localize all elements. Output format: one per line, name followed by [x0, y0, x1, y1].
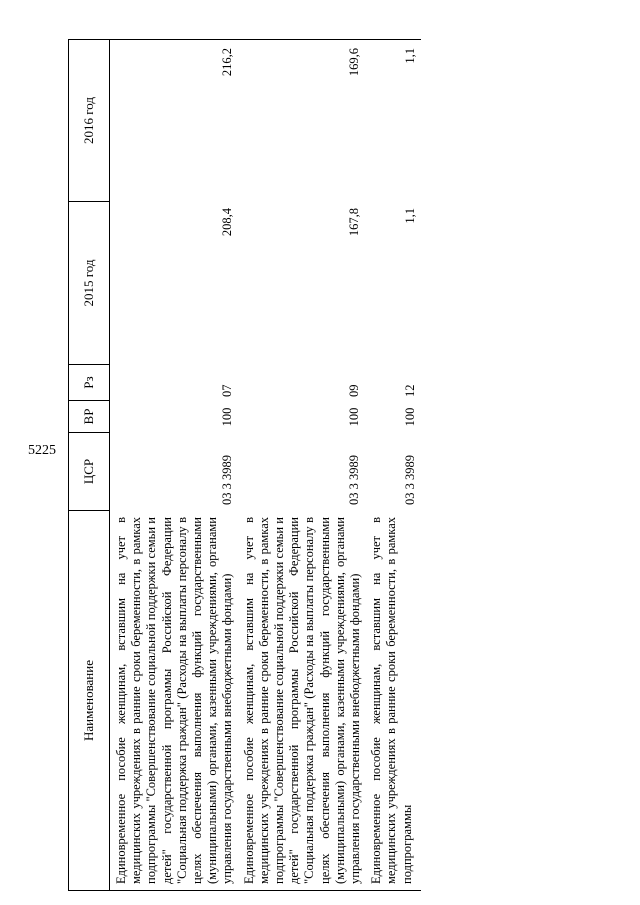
row-2016: 1,1	[365, 39, 421, 202]
row-2015: 167,8	[347, 208, 362, 237]
row-csr: 03 3 3989	[402, 455, 417, 505]
table-row	[365, 39, 421, 891]
row-rz: 07	[219, 384, 234, 397]
row-vr: 100	[402, 407, 417, 427]
row-csr: 03 3 3989	[219, 455, 234, 505]
row-name: Единовременное пособие женщинам, вставшим на учет в медицинских учреждениях в ранние сроки беременности, в рамках подпрограммы "Совершенствование социальной поддержки семьи и детей" государственной программы Российской Федерации "Социальная поддержка граждан" (Расходы на выплаты персоналу в целях обеспечения выполнения функций государственными (муниципальными) органами, казенными учреждениями, органами управления государственными внебюджетными фондами)	[110, 511, 238, 891]
table-header	[68, 39, 110, 891]
page-number: 5225	[28, 443, 56, 458]
row-name: Единовременное пособие женщинам, вставшим на учет в медицинских учреждениях в ранние сроки беременности, в рамках подпрограммы	[365, 511, 421, 891]
table-row	[110, 39, 238, 891]
row-rz: 09	[347, 384, 362, 397]
row-2015: 208,4	[219, 208, 234, 237]
header-name: Наименование	[69, 511, 109, 891]
row-2016: 169,6	[238, 39, 366, 202]
row-name: Единовременное пособие женщинам, вставшим на учет в медицинских учреждениях в ранние сроки беременности, в рамках подпрограммы "Совершенствование социальной поддержки семьи и детей" государственной программы Российской Федерации "Социальная поддержка граждан" (Расходы на выплаты персоналу в целях обеспечения выполнения функций государственными (муниципальными) органами, казенными учреждениями, органами управления государственными внебюджетными фондами)	[238, 511, 366, 891]
header-csr: ЦСР	[69, 433, 109, 511]
budget-table	[68, 39, 421, 891]
row-csr: 03 3 3989	[347, 455, 362, 505]
row-2015: 1,1	[402, 208, 417, 224]
header-2015: 2015 год	[69, 202, 109, 365]
row-vr: 100	[219, 407, 234, 427]
row-vr: 100	[347, 407, 362, 427]
table-row	[238, 39, 366, 891]
row-2016: 216,2	[110, 39, 238, 202]
row-rz: 12	[402, 384, 417, 397]
header-2016: 2016 год	[69, 39, 109, 202]
header-rz: Рз	[69, 365, 109, 401]
header-vr: ВР	[69, 401, 109, 433]
